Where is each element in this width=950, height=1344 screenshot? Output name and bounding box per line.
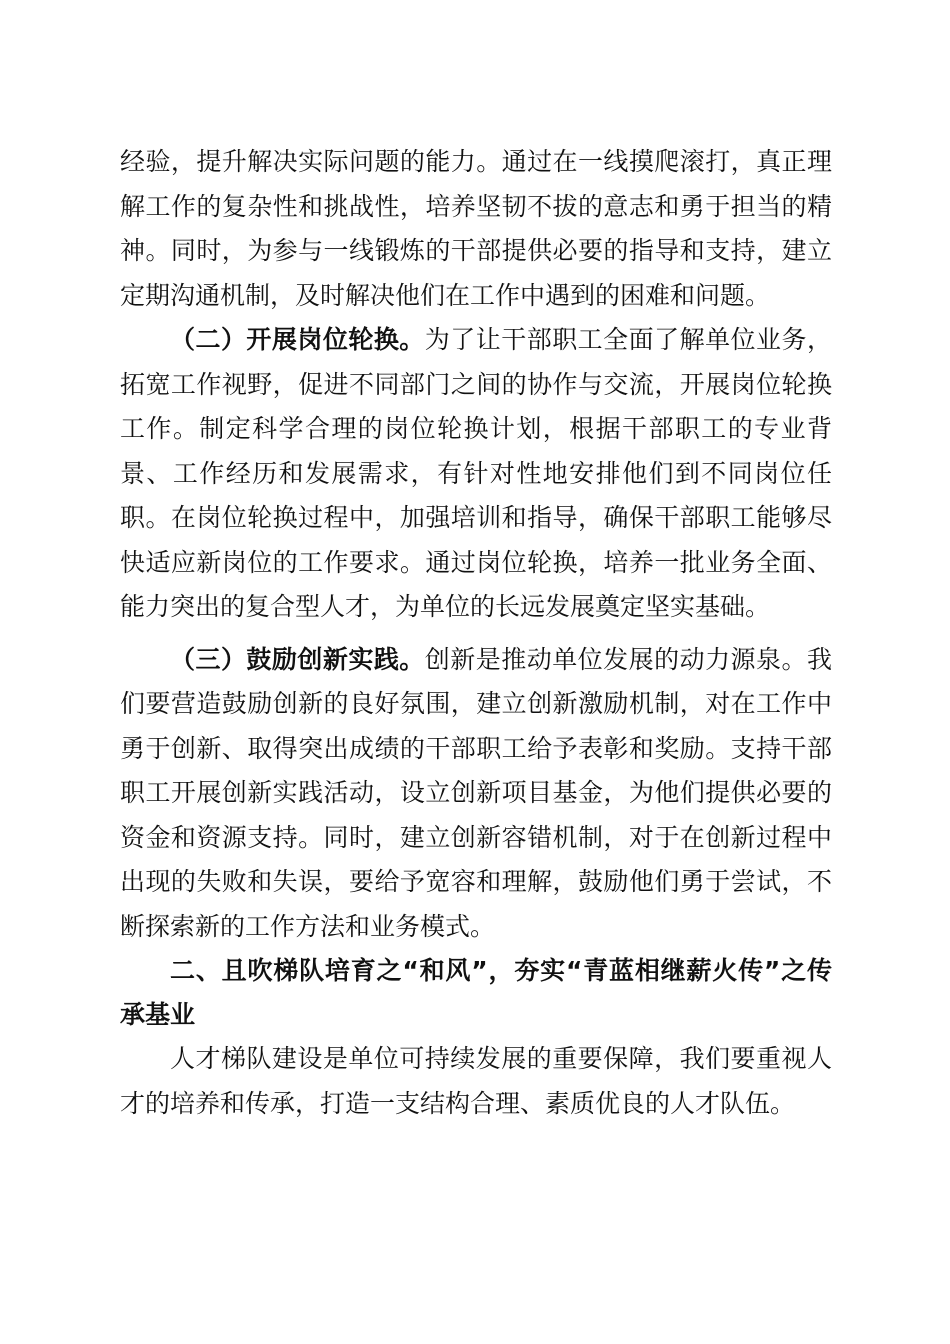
paragraph-continuation: 经验，提升解决实际问题的能力。通过在一线摸爬滚打，真正理解工作的复杂性和挑战性，培养坚韧不拔的意志和勇于担当的精神。同时，为参与一线锻炼的干部提供必要的指导和支持，建立定期沟通机制，及时解决他们在工作中遇到的困难和问题。 bbox=[120, 147, 832, 310]
paragraph-text: 为了让干部职工全面了解单位业务，拓宽工作视野，促进不同部门之间的协作与交流，开展岗位轮换工作。制定科学合理的岗位轮换计划，根据干部职工的专业背景、工作经历和发展需求，有针对性地安排他们到不同岗位任职。在岗位轮换过程中，加强培训和指导，确保干部职工能够尽快适应新岗位的工作要求。通过岗位轮换，培养一批业务全面、能力突出的复合型人才，为单位的长远发展奠定坚实基础。 bbox=[120, 325, 832, 621]
paragraph-lead: （三）鼓励创新实践。 bbox=[170, 644, 425, 674]
paragraph-text: 创新是推动单位发展的动力源泉。我们要营造鼓励创新的良好氛围，建立创新激励机制，对在工作中勇于创新、取得突出成绩的干部职工给予表彰和奖励。支持干部职工开展创新实践活动，设立创新项目基金，为他们提供必要的资金和资源支持。同时，建立创新容错机制，对于在创新过程中出现的失败和失误，要给予宽容和理解，鼓励他们勇于尝试，不断探索新的工作方法和业务模式。 bbox=[120, 644, 832, 941]
spacer bbox=[120, 630, 832, 638]
section-heading: 二、且吹梯队培育之“和风”，夯实“青蓝相继薪火传”之传承基业 bbox=[120, 956, 832, 1029]
paragraph-lead: （二）开展岗位轮换。 bbox=[170, 325, 425, 354]
paragraph-job-rotation bbox=[120, 318, 832, 630]
paragraph-innovation bbox=[120, 638, 832, 950]
document-body bbox=[120, 140, 832, 1126]
paragraph-closing: 人才梯队建设是单位可持续发展的重要保障，我们要重视人才的培养和传承，打造一支结构合理、素质优良的人才队伍。 bbox=[120, 1044, 832, 1118]
